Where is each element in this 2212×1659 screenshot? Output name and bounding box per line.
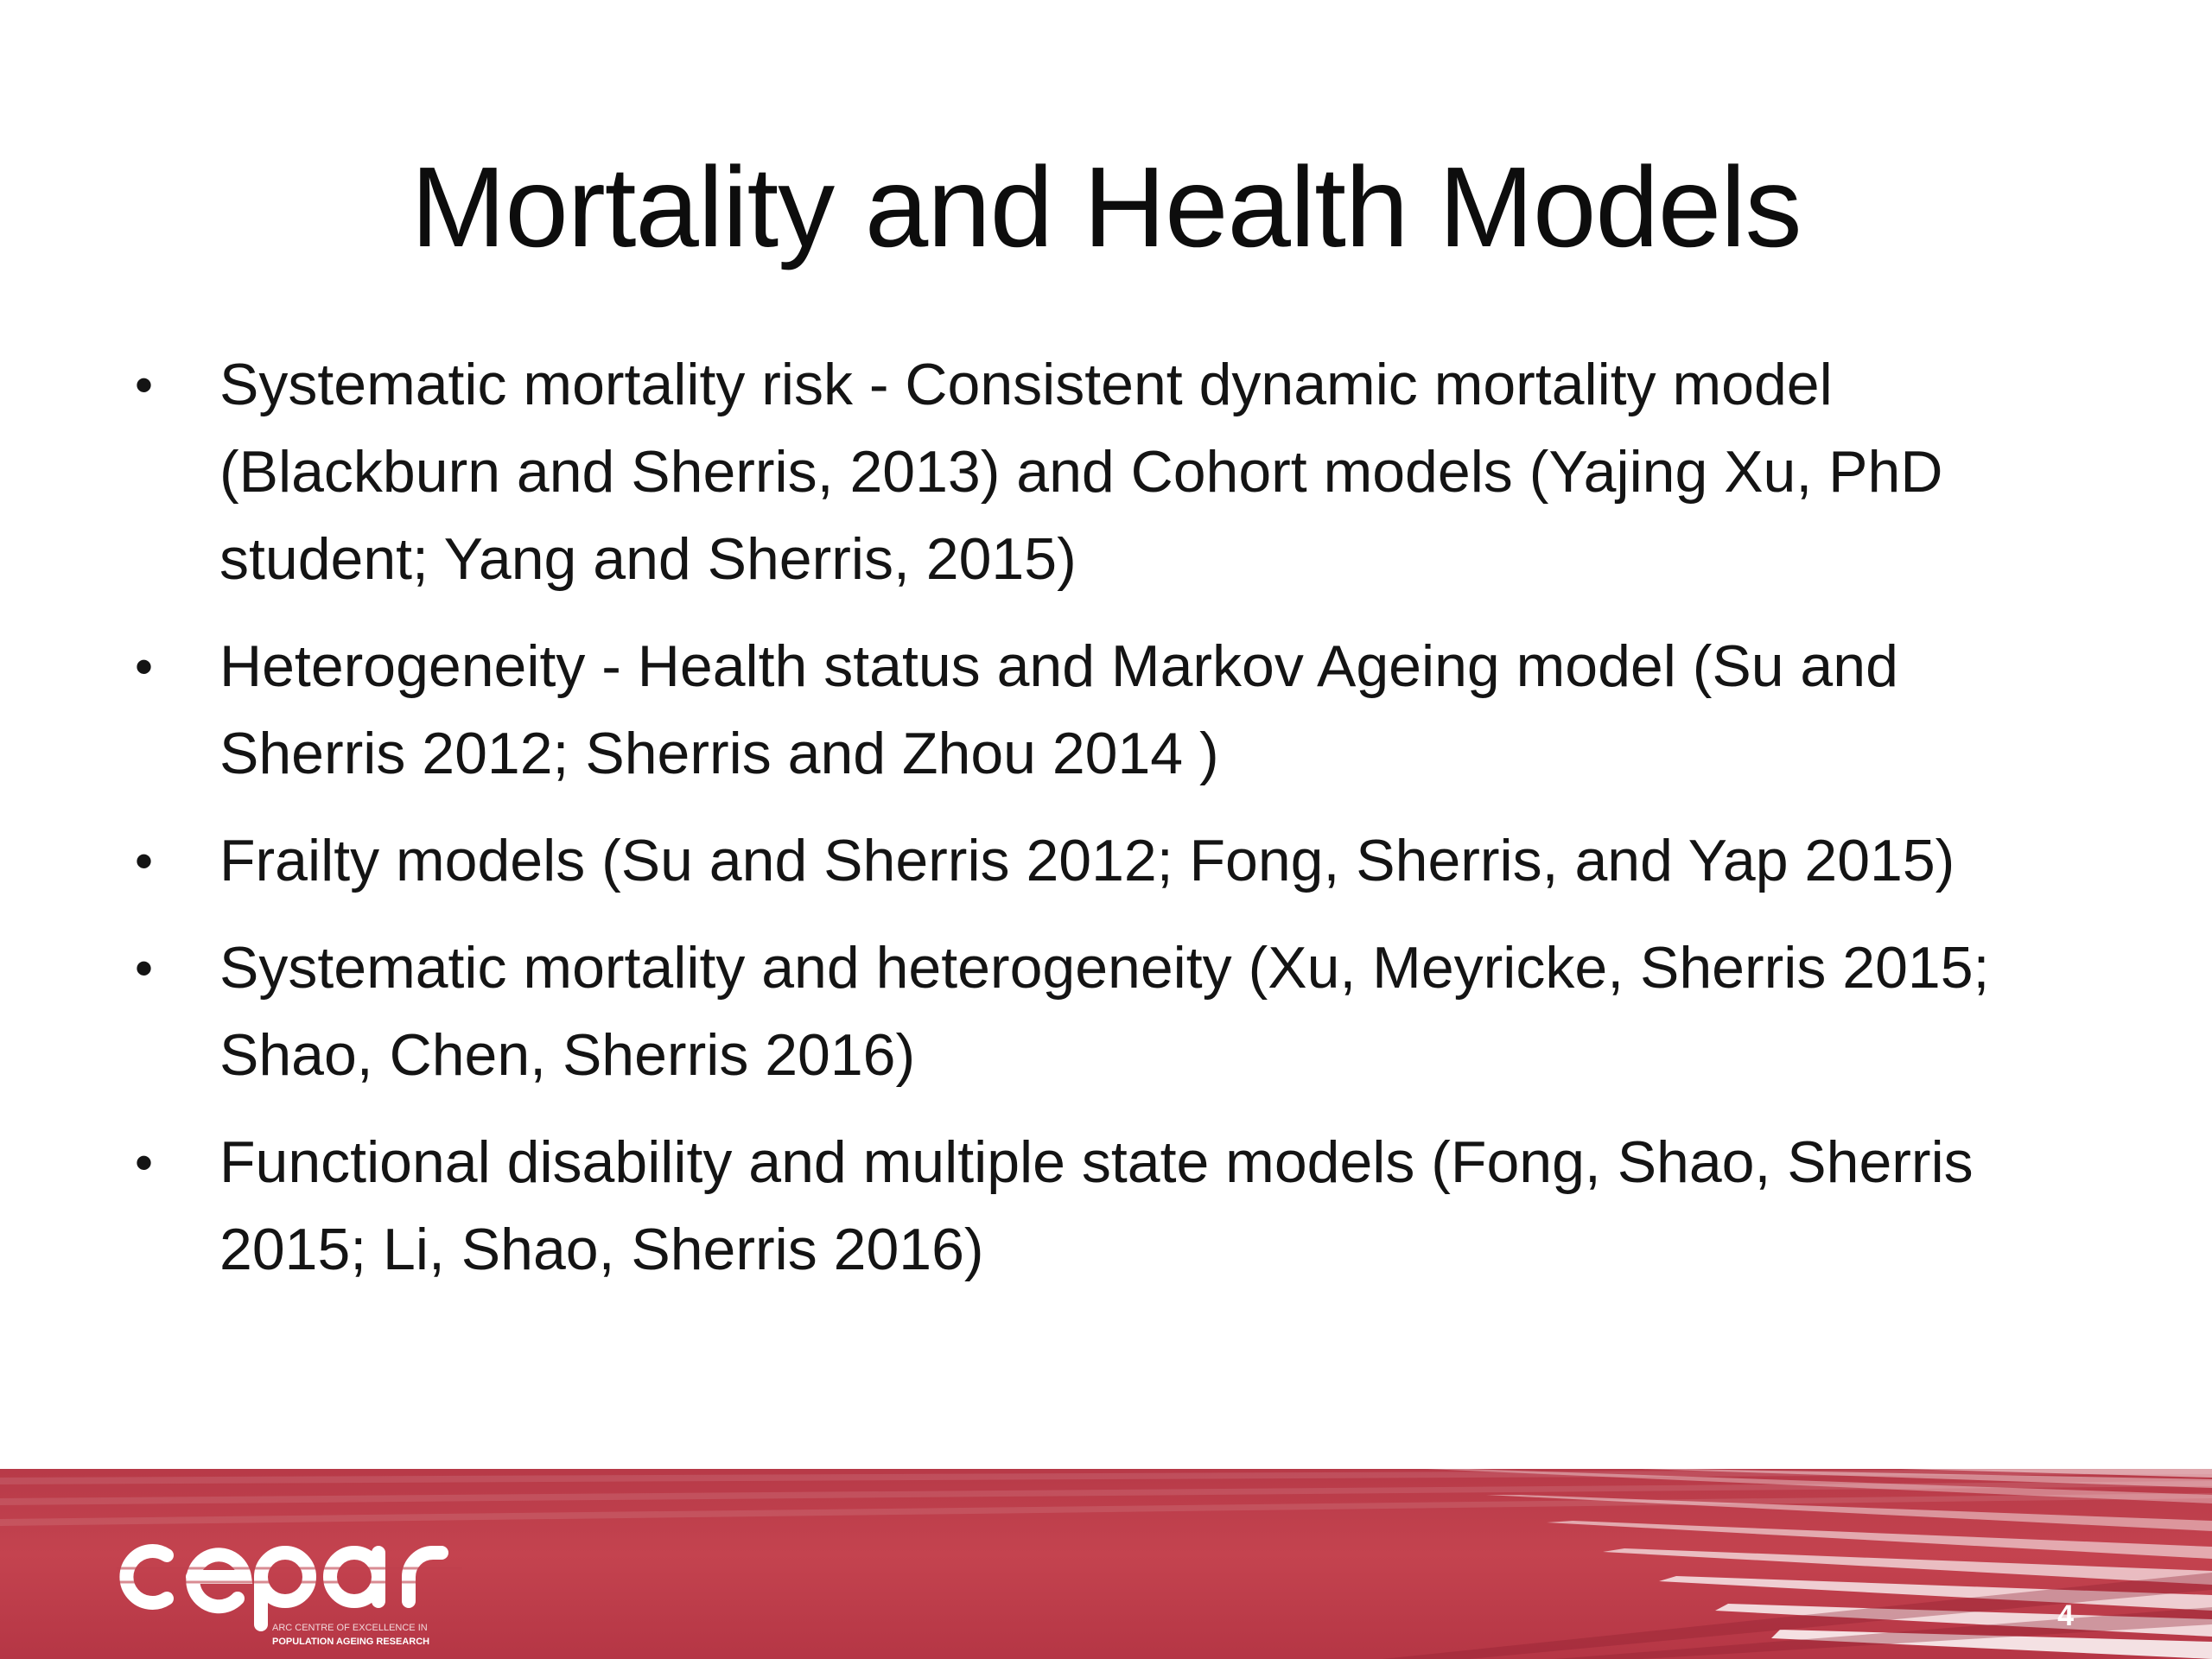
footer-band [0,1469,2212,1659]
bullet-item [130,817,2082,905]
bullet-text: Systematic mortality risk - Consistent dynamic mortality model (Blackburn and Sherris, 2013) and Cohort models (Yajing Xu, PhD student; Yang and Sherris, 2015) [219,352,1943,592]
bullet-text: Functional disability and multiple state models (Fong, Shao, Sherris 2015; Li, Shao, Sherris 2016) [219,1129,1974,1282]
bullet-item [130,1119,2082,1294]
bullet-item [130,341,2082,603]
bullet-text: Heterogeneity - Health status and Markov Ageing model (Su and Sherris 2012; Sherris and Zhou 2014 ) [219,633,1898,786]
bullet-marker: • [135,638,154,696]
bullet-marker: • [135,832,154,890]
bullet-marker: • [135,1134,154,1192]
logo-tagline-1: ARC CENTRE OF EXCELLENCE IN [272,1623,428,1633]
logo-tagline-2: POPULATION AGEING RESEARCH [272,1637,430,1647]
bullet-marker: • [135,939,154,997]
cepar-logo [99,1516,531,1655]
page-number: 4 [2057,1599,2074,1632]
bullet-item [130,925,2082,1099]
bullet-text: Systematic mortality and heterogeneity (Xu, Meyricke, Sherris 2015; Shao, Chen, Sherris 2016) [219,935,1990,1088]
bullet-item [130,623,2082,798]
bullet-list [130,341,2082,1313]
bullet-text: Frailty models (Su and Sherris 2012; Fong, Sherris, and Yap 2015) [219,828,1955,893]
slide-title: Mortality and Health Models [410,143,1802,270]
bullet-marker: • [135,356,154,414]
